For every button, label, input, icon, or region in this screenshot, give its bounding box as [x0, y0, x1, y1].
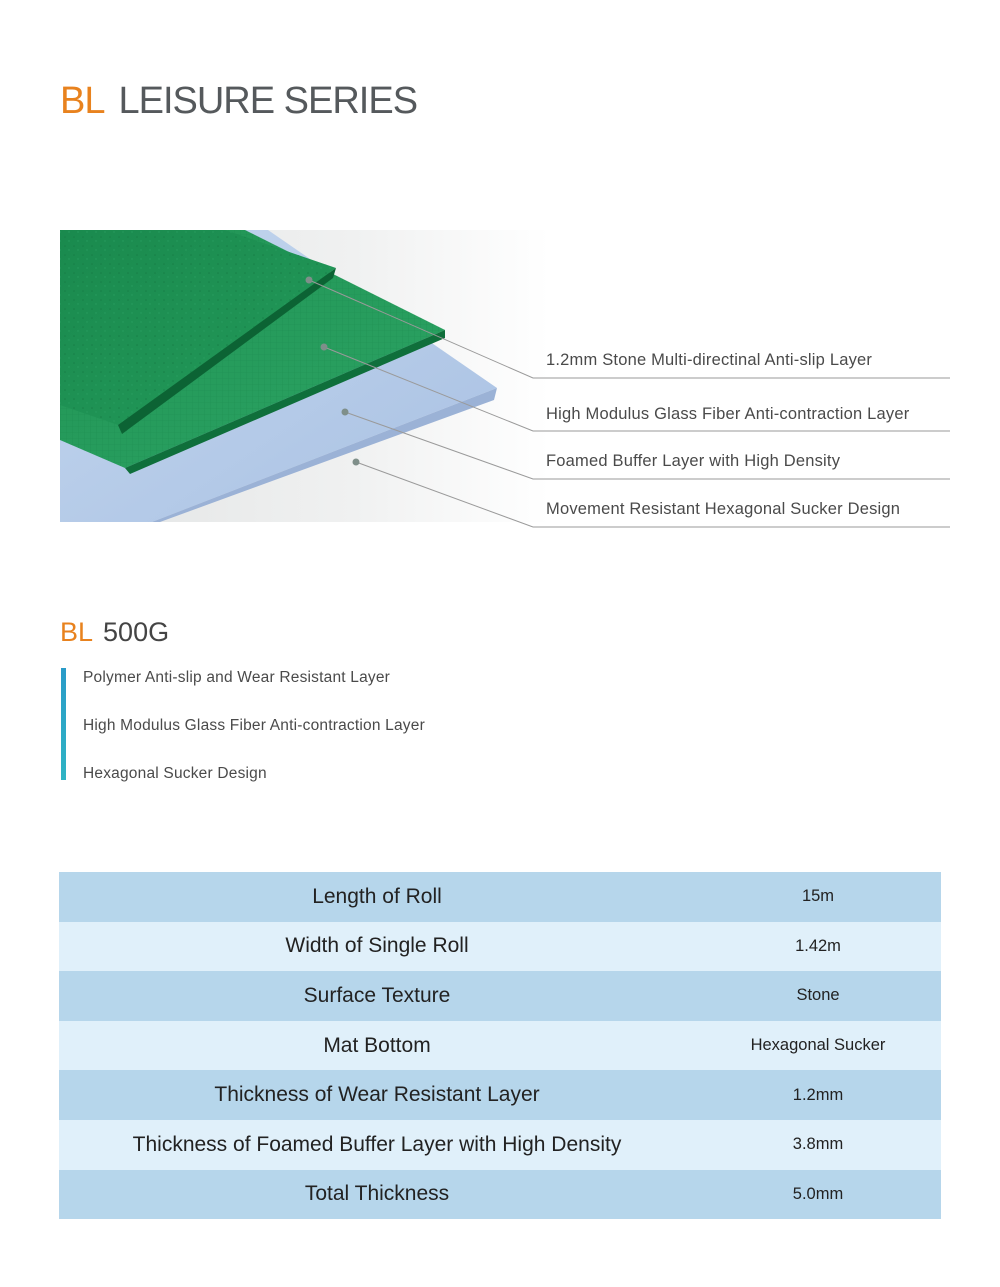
product-title: [60, 615, 169, 649]
spec-row-surface: [59, 971, 941, 1021]
callout-dot-1: [306, 277, 313, 284]
callout-label-anti-slip: 1.2mm Stone Multi-directinal Anti-slip Layer: [546, 351, 873, 369]
spec-label: Length of Roll: [312, 884, 442, 908]
callout-dot-3: [342, 409, 349, 416]
spec-row-length: [59, 872, 941, 922]
callout-label-foam-buffer: Foamed Buffer Layer with High Density: [546, 452, 841, 470]
feature-item-anti-slip: Polymer Anti-slip and Wear Resistant Layer: [83, 669, 391, 686]
spec-value: 1.2mm: [792, 1085, 844, 1104]
product-accent: BL: [60, 617, 94, 647]
spec-value: 15m: [801, 887, 835, 906]
feature-accent-bar: [61, 668, 66, 780]
spec-value: Stone: [796, 986, 840, 1005]
callout-dot-4: [353, 459, 360, 466]
spec-table: [59, 872, 941, 1219]
spec-label: Width of Single Roll: [285, 934, 469, 958]
spec-label: Total Thickness: [304, 1182, 450, 1206]
product-model: 500G: [103, 617, 170, 647]
title-accent: BL: [60, 80, 105, 122]
layer-diagram: [0, 0, 1000, 560]
feature-item-sucker: Hexagonal Sucker Design: [83, 765, 267, 782]
spec-row-bottom: [59, 1021, 941, 1071]
callout-dot-2: [321, 344, 328, 351]
spec-value: 3.8mm: [792, 1135, 844, 1154]
callout-label-sucker: Movement Resistant Hexagonal Sucker Design: [546, 500, 901, 518]
spec-row-foam-thickness: [59, 1120, 941, 1170]
spec-value: 5.0mm: [792, 1184, 844, 1203]
spec-row-width: [59, 922, 941, 972]
spec-value: 1.42m: [795, 936, 841, 955]
spec-label: Thickness of Wear Resistant Layer: [214, 1083, 540, 1107]
title-text: LEISURE SERIES: [118, 80, 418, 122]
spec-label: Surface Texture: [303, 983, 451, 1007]
spec-label: Thickness of Foamed Buffer Layer with High Density: [132, 1132, 622, 1156]
spec-row-total-thickness: [59, 1170, 941, 1220]
feature-item-glass-fiber: High Modulus Glass Fiber Anti-contraction Layer: [83, 717, 425, 734]
callout-label-glass-fiber: High Modulus Glass Fiber Anti-contraction Layer: [546, 405, 910, 423]
spec-label: Mat Bottom: [323, 1033, 431, 1057]
spec-row-wear-thickness: [59, 1070, 941, 1120]
spec-value: Hexagonal Sucker: [750, 1036, 886, 1055]
